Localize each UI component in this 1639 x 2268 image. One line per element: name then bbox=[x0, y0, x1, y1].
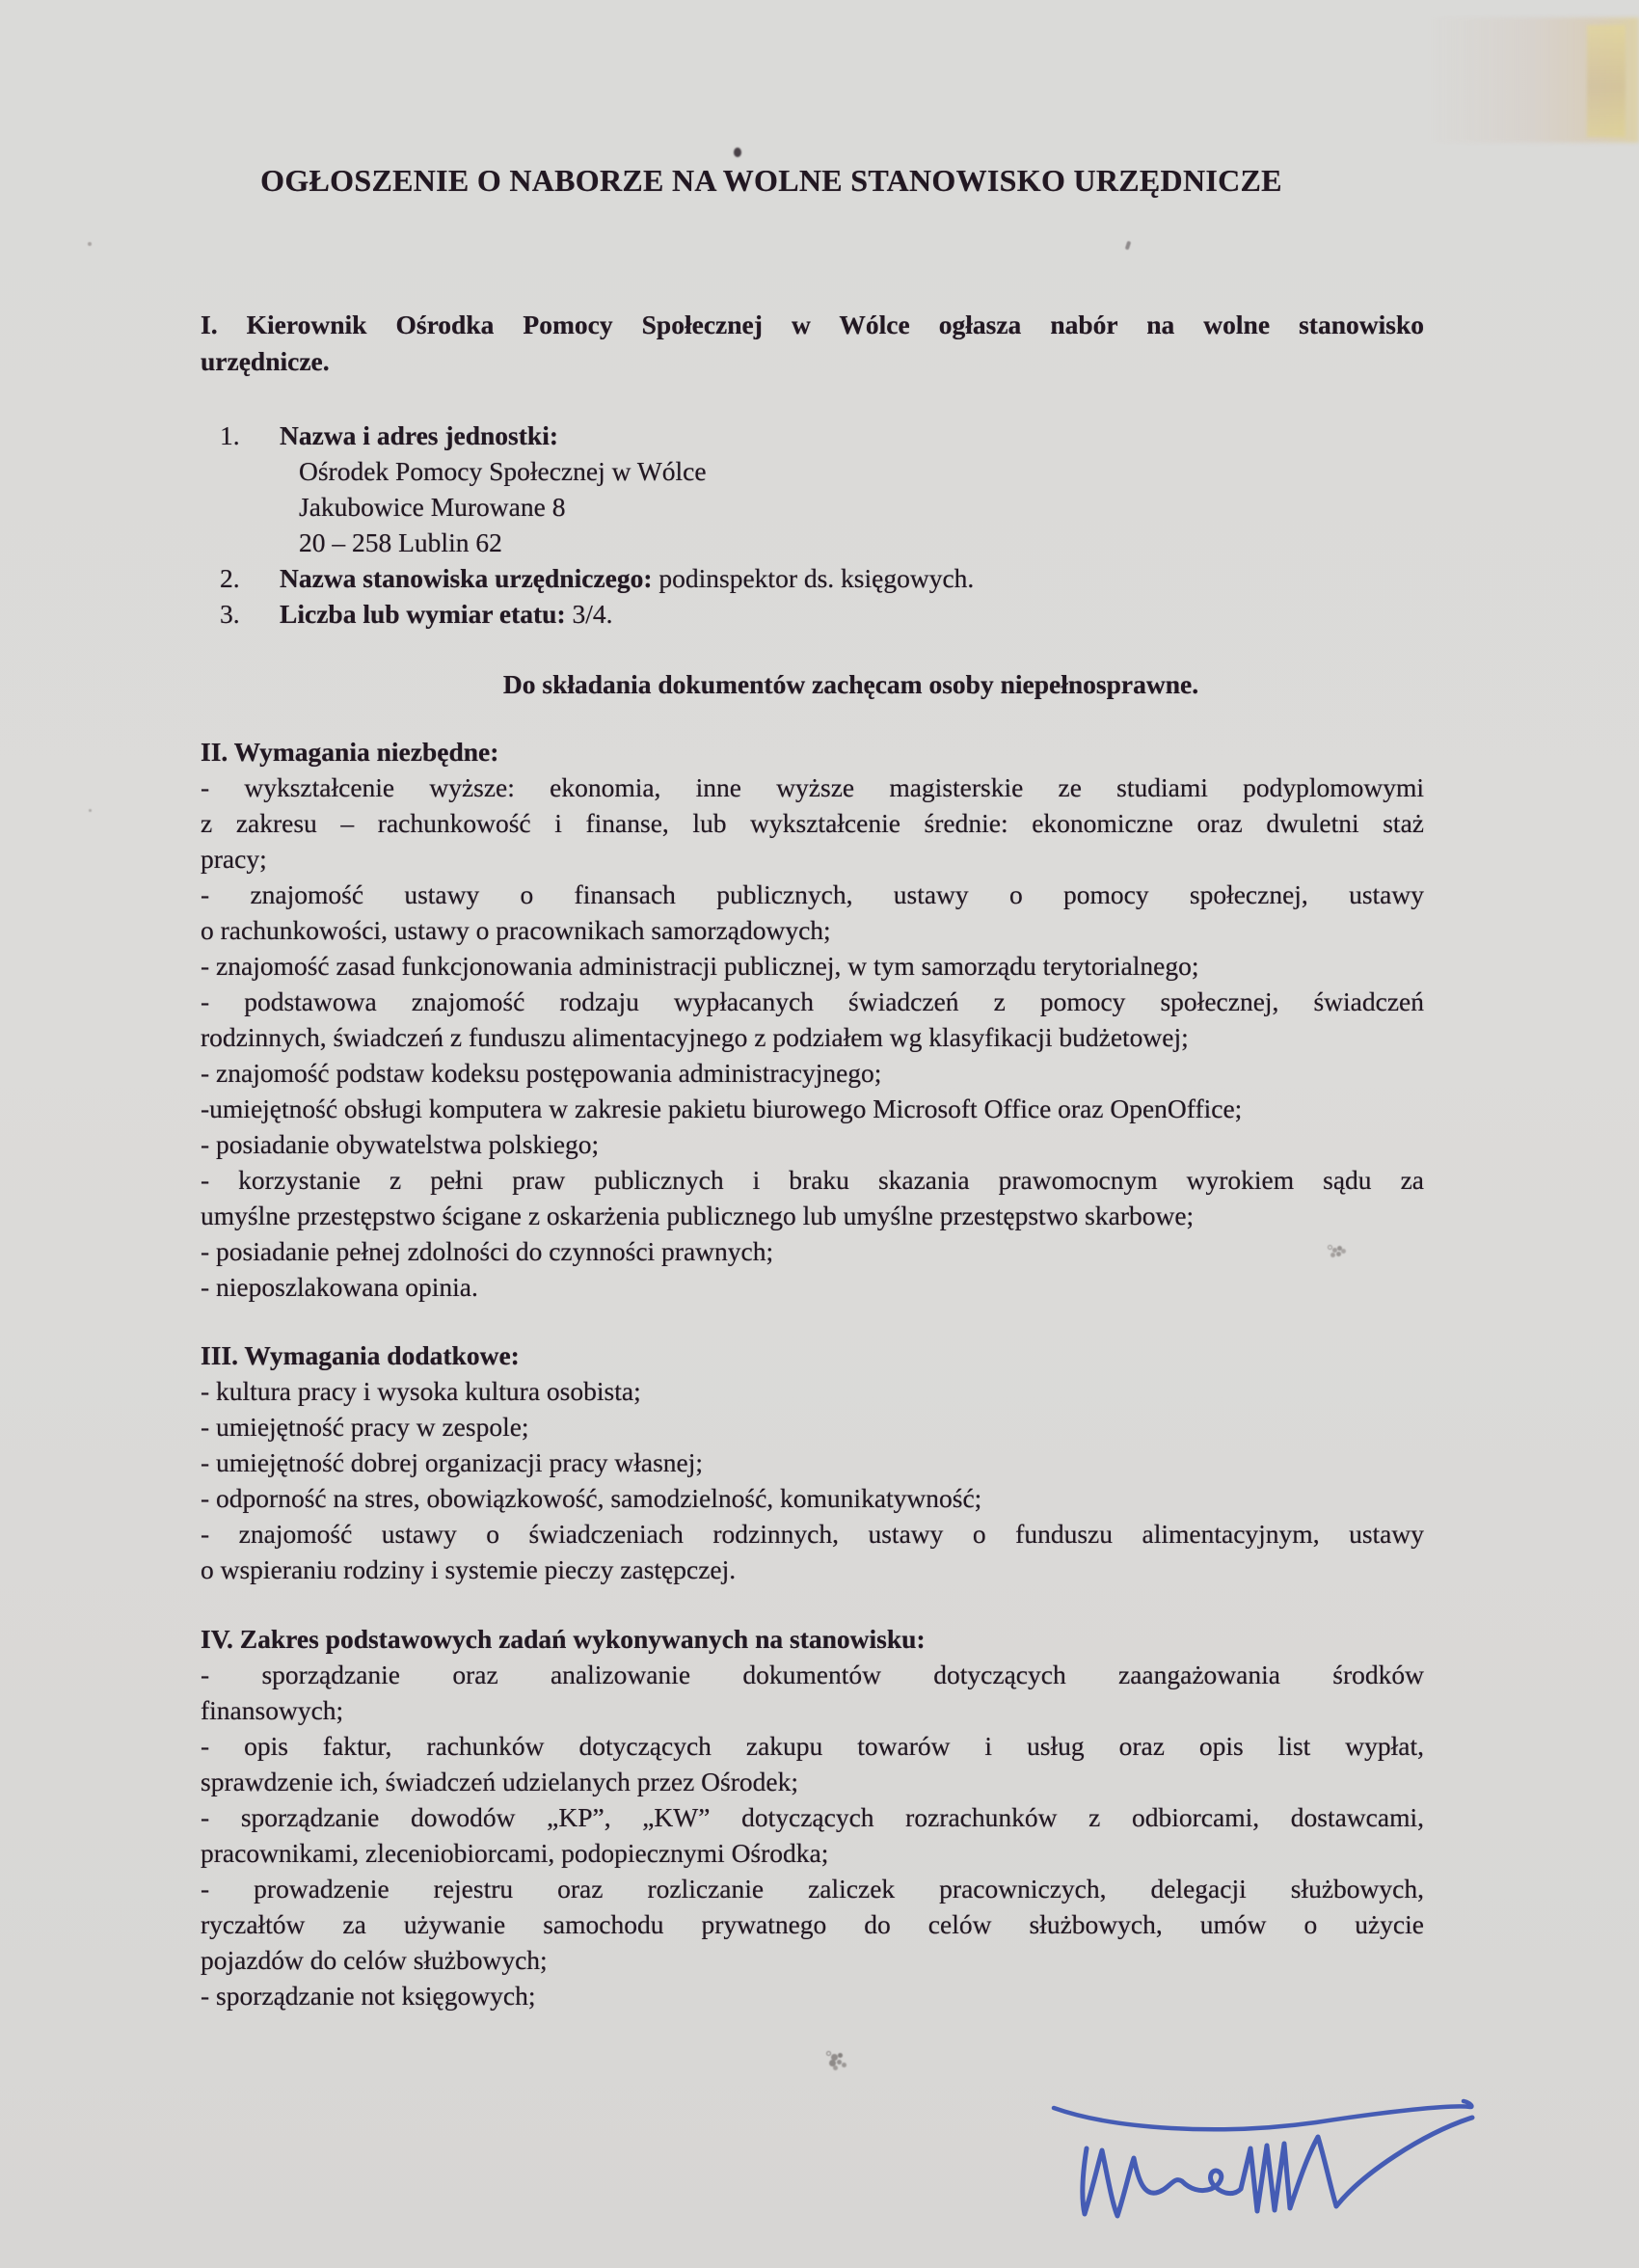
section-body bbox=[201, 1657, 1424, 2013]
list-item bbox=[201, 560, 1424, 596]
list-item-label: Liczba lub wymiar etatu: bbox=[280, 599, 566, 629]
text-line: - nieposzlakowana opinia. bbox=[201, 1272, 478, 1302]
text-line: pojazdów do celów służbowych; bbox=[201, 1945, 548, 1975]
text-line: finansowych; bbox=[201, 1695, 344, 1725]
text-line: umyślne przestępstwo ścigane z oskarżenia publicznego lub umyślne przestępstwo skarbowe; bbox=[201, 1201, 1195, 1230]
text-line: - posiadanie pełnej zdolności do czynności prawnych; bbox=[201, 1236, 774, 1266]
address-line: Ośrodek Pomocy Społecznej w Wólce bbox=[299, 456, 707, 486]
handwritten-signature bbox=[1036, 2081, 1490, 2240]
text-line: o wspieraniu rodziny i systemie pieczy zastępczej. bbox=[201, 1554, 737, 1584]
list-item-text: 3/4. bbox=[565, 599, 613, 629]
text-line: - posiadanie obywatelstwa polskiego; bbox=[201, 1129, 600, 1159]
numbered-list bbox=[201, 418, 1424, 632]
scan-smudge-edge-band bbox=[1587, 25, 1626, 137]
text-line: - wykształcenie wyższe: ekonomia, inne wyższe magisterskie ze studiami podyplomowymi bbox=[201, 772, 1424, 802]
text-line: urzędnicze. bbox=[201, 346, 330, 376]
text-line: ryczałtów za używanie samochodu prywatnego do celów służbowych, umów o użycie bbox=[201, 1909, 1424, 1939]
text-line: - korzystanie z pełni praw publicznych i braku skazania prawomocnym wyrokiem sądu za bbox=[201, 1165, 1424, 1195]
text-line: - prowadzenie rejestru oraz rozliczanie zaliczek pracowniczych, delegacji służbowych, bbox=[201, 1874, 1424, 1904]
text-line: - umiejętność dobrej organizacji pracy własnej; bbox=[201, 1447, 704, 1477]
address-line: Jakubowice Murowane 8 bbox=[299, 492, 566, 522]
notice-line: Do składania dokumentów zachęcam osoby niepełnosprawne. bbox=[502, 669, 1199, 699]
text-line: I. Kierownik Ośrodka Pomocy Społecznej w Wólce ogłasza nabór na wolne stanowisko bbox=[201, 310, 1424, 339]
list-item-label: Nazwa stanowiska urzędniczego: bbox=[280, 563, 653, 593]
list-item-number: 2. bbox=[220, 563, 240, 593]
text-line: - opis faktur, rachunków dotyczących zakupu towarów i usług oraz opis list wypłat, bbox=[201, 1731, 1424, 1761]
text-line: pracownikami, zleceniobiorcami, podopiecznymi Ośrodka; bbox=[201, 1838, 829, 1868]
text-line: - podstawowa znajomość rodzaju wypłacanych świadczeń z pomocy społecznej, świadczeń bbox=[201, 986, 1424, 1016]
section-body bbox=[201, 770, 1424, 1305]
address-line: 20 – 258 Lublin 62 bbox=[299, 527, 502, 557]
text-line: sprawdzenie ich, świadczeń udzielanych przez Ośrodek; bbox=[201, 1767, 798, 1796]
text-line: - odporność na stres, obowiązkowość, samodzielność, komunikatywność; bbox=[201, 1483, 982, 1513]
list-item-label: Nazwa i adres jednostki: bbox=[280, 420, 559, 450]
text-line: - znajomość ustawy o finansach publicznych, ustawy o pomocy społecznej, ustawy bbox=[201, 879, 1424, 909]
list-item bbox=[201, 418, 1424, 453]
text-line: o rachunkowości, ustawy o pracownikach samorządowych; bbox=[201, 915, 831, 945]
ink-speck bbox=[88, 242, 92, 246]
list-item-text: podinspektor ds. księgowych. bbox=[652, 563, 975, 593]
section-heading: IV. Zakres podstawowych zadań wykonywanych na stanowisku: bbox=[201, 1624, 926, 1654]
text-line: - sporządzanie not księgowych; bbox=[201, 1981, 536, 2011]
document-title: OGŁOSZENIE O NABORZE NA WOLNE STANOWISKO URZĘDNICZE bbox=[260, 163, 1282, 198]
section-heading: II. Wymagania niezbędne: bbox=[201, 737, 499, 767]
text-line: -umiejętność obsługi komputera w zakresie pakietu biurowego Microsoft Office oraz OpenOffice; bbox=[201, 1094, 1243, 1123]
text-line: - umiejętność pracy w zespole; bbox=[201, 1412, 529, 1442]
section-body bbox=[201, 1373, 1424, 1587]
section-heading: III. Wymagania dodatkowe: bbox=[201, 1340, 520, 1370]
intro-paragraph bbox=[201, 307, 1424, 380]
text-line: pracy; bbox=[201, 844, 267, 874]
section-zakres-zadan bbox=[201, 1621, 1424, 2013]
section-wymagania-dodatkowe bbox=[201, 1337, 1424, 1587]
text-line: - znajomość ustawy o świadczeniach rodzinnych, ustawy o funduszu alimentacyjnym, ustawy bbox=[201, 1519, 1424, 1549]
section-wymagania-niezbedne bbox=[201, 734, 1424, 1305]
list-item bbox=[201, 596, 1424, 632]
text-line: - znajomość zasad funkcjonowania administracji publicznej, w tym samorządu terytorialnego; bbox=[201, 951, 1199, 981]
ink-speck bbox=[89, 809, 92, 812]
list-item-number: 1. bbox=[220, 420, 240, 450]
text-line: - sporządzanie dowodów „KP”, „KW” dotyczących rozrachunków z odbiorcami, dostawcami, bbox=[201, 1802, 1424, 1832]
document-content bbox=[201, 0, 1424, 2268]
list-item-number: 3. bbox=[220, 599, 240, 629]
text-line: rodzinnych, świadczeń z funduszu alimentacyjnego z podziałem wg klasyfikacji budżetowej; bbox=[201, 1022, 1189, 1052]
text-line: z zakresu – rachunkowość i finanse, lub wykształcenie średnie: ekonomiczne oraz dwuletni staż bbox=[201, 808, 1424, 838]
text-line: - znajomość podstaw kodeksu postępowania administracyjnego; bbox=[201, 1058, 882, 1088]
text-line: - sporządzanie oraz analizowanie dokumentów dotyczących zaangażowania środków bbox=[201, 1660, 1424, 1689]
text-line: - kultura pracy i wysoka kultura osobista; bbox=[201, 1376, 641, 1406]
